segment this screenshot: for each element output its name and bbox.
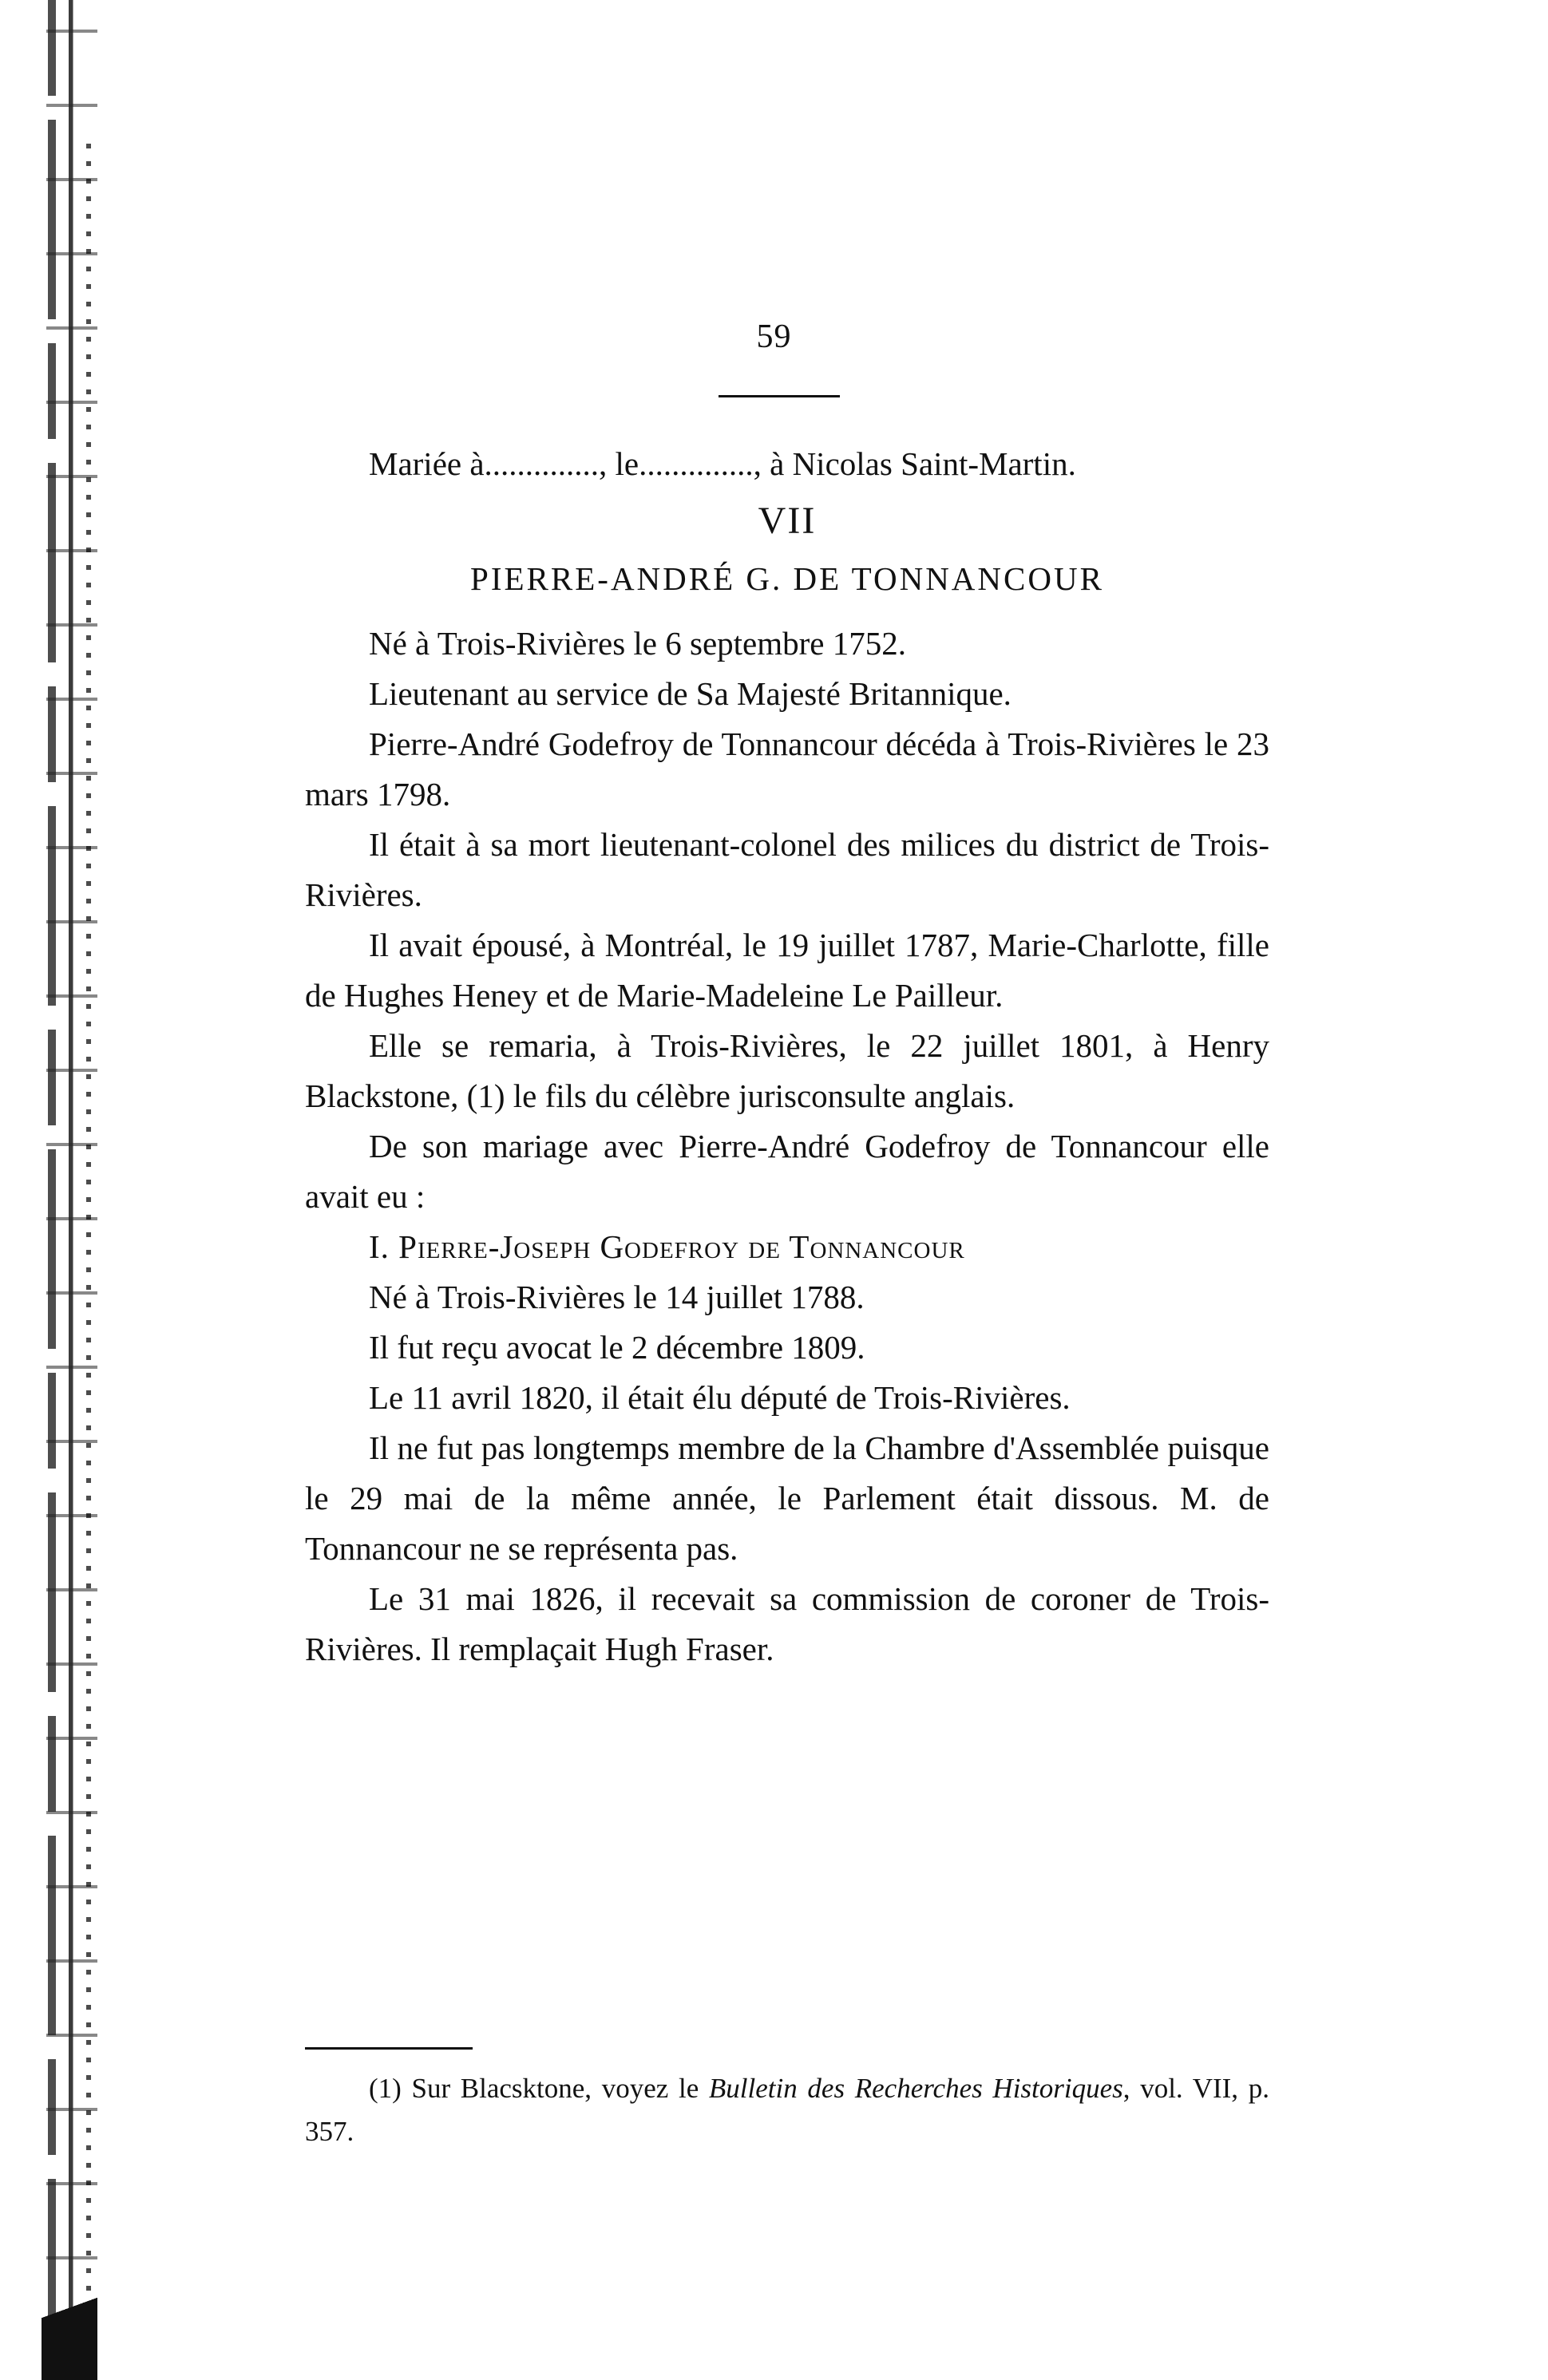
child-paragraph-deputy: Le 11 avril 1820, il était élu député de Trois-Rivières. [369,1379,1071,1416]
binding-stitch-marks [86,144,91,2299]
paragraph-remarriage: Elle se remaria, à Trois-Rivières, le 22 juillet 1801, à Henry Blackstone, (1) le fils du célèbre jurisconsulte anglais. [305,1027,1269,1114]
child-heading: I. Pierre-Joseph Godefroy de Tonnancour [369,1228,965,1265]
paragraph-death: Pierre-André Godefroy de Tonnancour décéda à Trois-Rivières le 23 mars 1798. [305,725,1269,812]
footnote-title: Bulletin des Recherches Historiques [708,2073,1123,2104]
child-paragraph-assembly: Il ne fut pas longtemps membre de la Chambre d'Assemblée puisque le 29 mai de la même année, le Parlement était dissous. M. de Tonnancour ne se représenta pas. [305,1429,1269,1567]
intro-paragraph: Mariée à.............., le.............., à Nicolas Saint-Martin. [369,445,1076,482]
paragraph-marriage: Il avait épousé, à Montréal, le 19 juillet 1787, Marie-Charlotte, fille de Hughes Heney et de Marie-Madeleine Le Pailleur. [305,927,1269,1014]
footnote-text-after: , vol. VII, p. 357. [305,2073,1269,2147]
section-heading: PIERRE-ANDRÉ G. DE TONNANCOUR [470,560,1104,597]
footnote-rule [305,2047,473,2050]
paragraph-children-intro: De son mariage avec Pierre-André Godefroy de Tonnancour elle avait eu : [305,1128,1269,1215]
top-spacer [305,287,1269,439]
body-text [305,287,1269,1674]
footnote [305,2067,1269,2153]
binding-edge [48,0,56,2380]
paragraph-lieutenant: Lieutenant au service de Sa Majesté Britannique. [369,675,1012,712]
corner-scan-artifact [42,2283,97,2380]
child-paragraph-coroner: Le 31 mai 1826, il recevait sa commission de coroner de Trois-Rivières. Il remplaçait Hugh Fraser. [305,1580,1269,1667]
paragraph-birth: Né à Trois-Rivières le 6 septembre 1752. [369,625,906,662]
paragraph-militia: Il était à sa mort lieutenant-colonel des milices du district de Trois-Rivières. [305,826,1269,913]
footnote-text-before: (1) Sur Blacsktone, voyez le [369,2073,709,2104]
section-numeral: VII [758,500,817,542]
child-paragraph-lawyer: Il fut reçu avocat le 2 décembre 1809. [369,1329,865,1366]
page-number: 59 [756,318,792,355]
child-paragraph-birth: Né à Trois-Rivières le 14 juillet 1788. [369,1279,865,1315]
